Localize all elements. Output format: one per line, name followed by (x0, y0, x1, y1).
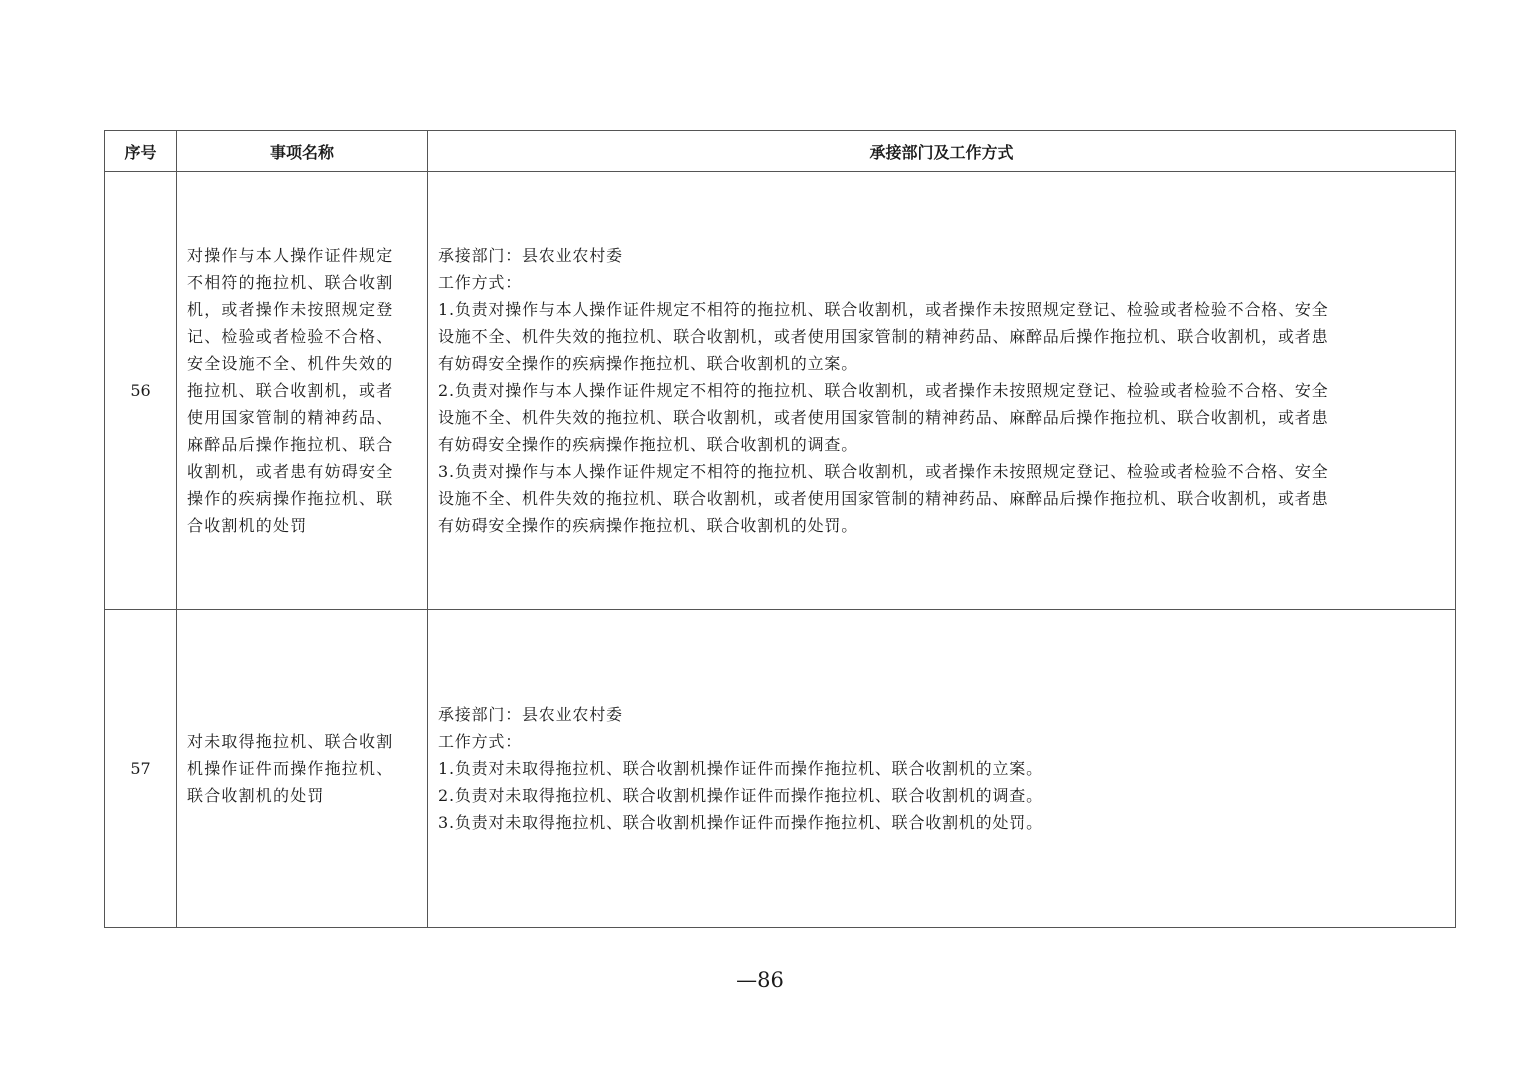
row-number: 57 (105, 610, 177, 928)
matter-name-line: 使用国家管制的精神药品、 (187, 408, 394, 427)
method-line: 3.负责对未取得拖拉机、联合收割机操作证件而操作拖拉机、联合收割机的处罚。 (438, 813, 1043, 832)
matter-name-line: 对未取得拖拉机、联合收割 (187, 732, 394, 751)
matter-name-line: 安全设施不全、机件失效的 (187, 354, 394, 373)
method-line: 设施不全、机件失效的拖拉机、联合收割机，或者使用国家管制的精神药品、麻醉品后操作拖拉机、联合收割机，或者患 (438, 489, 1329, 508)
method-line: 设施不全、机件失效的拖拉机、联合收割机，或者使用国家管制的精神药品、麻醉品后操作拖拉机、联合收割机，或者患 (438, 408, 1329, 427)
matter-name-line: 拖拉机、联合收割机，或者 (187, 381, 394, 400)
header-name: 事项名称 (177, 131, 428, 172)
matter-name-line: 联合收割机的处罚 (187, 786, 325, 805)
method-line: 1.负责对操作与本人操作证件规定不相符的拖拉机、联合收割机，或者操作未按照规定登记、检验或者检验不合格、安全 (438, 300, 1329, 319)
method-line: 2.负责对操作与本人操作证件规定不相符的拖拉机、联合收割机，或者操作未按照规定登记、检验或者检验不合格、安全 (438, 381, 1329, 400)
table-row (105, 172, 1456, 610)
page-number: —86 (736, 968, 784, 992)
matter-name-line: 操作的疾病操作拖拉机、联 (187, 489, 394, 508)
method-line: 有妨碍安全操作的疾病操作拖拉机、联合收割机的立案。 (438, 354, 859, 373)
method-line: 2.负责对未取得拖拉机、联合收割机操作证件而操作拖拉机、联合收割机的调查。 (438, 786, 1043, 805)
method-label: 工作方式： (438, 732, 523, 751)
matters-table (104, 130, 1456, 928)
table-header-row (105, 131, 1456, 172)
method-line: 3.负责对操作与本人操作证件规定不相符的拖拉机、联合收割机，或者操作未按照规定登记、检验或者检验不合格、安全 (438, 462, 1329, 481)
method-line: 有妨碍安全操作的疾病操作拖拉机、联合收割机的处罚。 (438, 516, 859, 535)
dept-line: 承接部门：县农业农村委 (438, 705, 623, 724)
matter-name-line: 机，或者操作未按照规定登 (187, 300, 394, 319)
matter-name-line: 机操作证件而操作拖拉机、 (187, 759, 394, 778)
method-line: 有妨碍安全操作的疾病操作拖拉机、联合收割机的调查。 (438, 435, 859, 454)
method-line: 设施不全、机件失效的拖拉机、联合收割机，或者使用国家管制的精神药品、麻醉品后操作拖拉机、联合收割机，或者患 (438, 327, 1329, 346)
row-number: 56 (105, 172, 177, 610)
matter-name-line: 记、检验或者检验不合格、 (187, 327, 394, 346)
method-line: 1.负责对未取得拖拉机、联合收割机操作证件而操作拖拉机、联合收割机的立案。 (438, 759, 1043, 778)
matter-name (177, 610, 428, 928)
matter-name-line: 合收割机的处罚 (187, 516, 308, 535)
matter-name (177, 172, 428, 610)
method-label: 工作方式： (438, 273, 523, 292)
dept-line: 承接部门：县农业农村委 (438, 246, 623, 265)
matter-name-line: 不相符的拖拉机、联合收割 (187, 273, 394, 292)
matter-name-line: 收割机，或者患有妨碍安全 (187, 462, 394, 481)
matter-name-line: 对操作与本人操作证件规定 (187, 246, 394, 265)
header-dept: 承接部门及工作方式 (428, 131, 1456, 172)
header-no: 序号 (105, 131, 177, 172)
matter-name-line: 麻醉品后操作拖拉机、联合 (187, 435, 394, 454)
table-row (105, 610, 1456, 928)
dept-and-method (428, 172, 1456, 610)
dept-and-method (428, 610, 1456, 928)
